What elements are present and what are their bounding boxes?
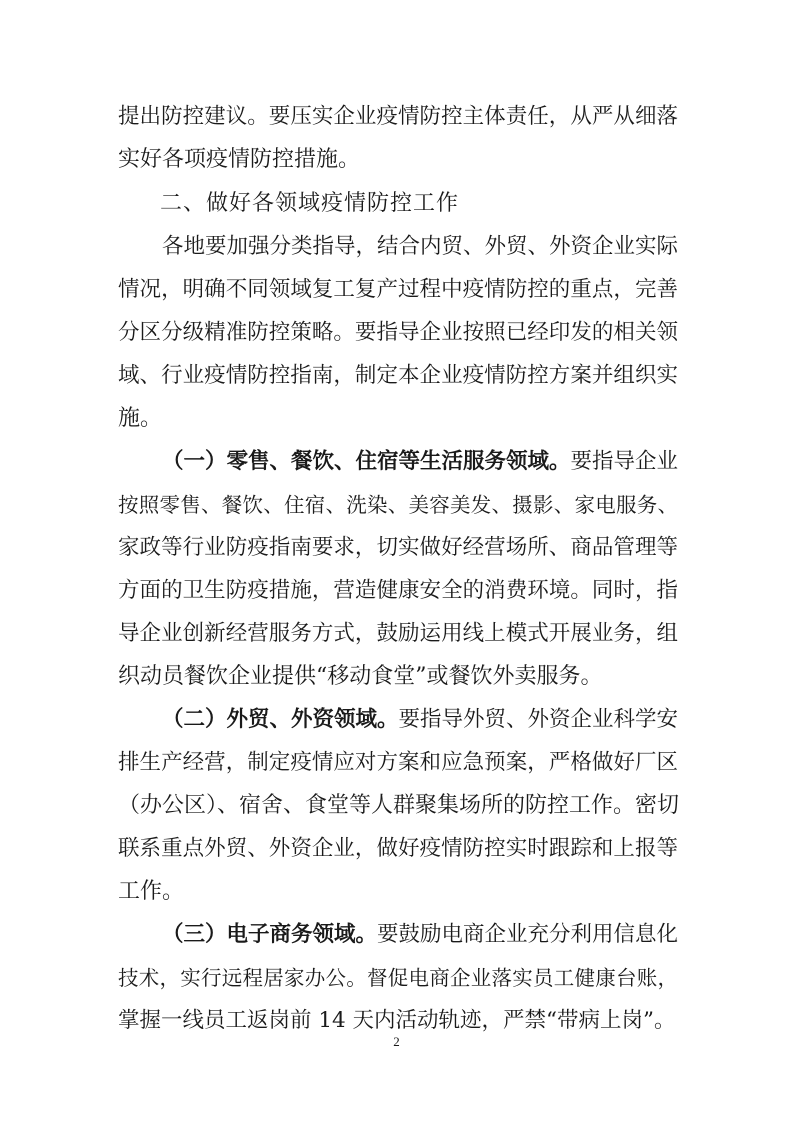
paragraph-line: 织动员餐饮企业提供“移动食堂”或餐饮外卖服务。 [118, 664, 603, 689]
paragraph-line: 按照零售、餐饮、住宿、洗染、美容美发、摄影、家电服务、 [118, 493, 678, 517]
item-title: （一）零售、餐饮、住宿等生活服务领域。 [162, 449, 571, 474]
page-number: 2 [393, 1034, 400, 1049]
paragraph-line: 联系重点外贸、外资企业，做好疫情防控实时跟踪和上报等 [118, 836, 678, 861]
item-text: 要鼓励电商企业充分利用信息化 [377, 922, 679, 947]
paragraph-line: 提出防控建议。要压实企业疫情防控主体责任，从严从细落 [118, 104, 678, 129]
item-title: （三）电子商务领域。 [162, 922, 378, 947]
item-heading-line [162, 447, 678, 477]
paragraph-line: 实好各项疫情防控措施。 [118, 147, 361, 172]
item-title: （二）外贸、外资领域。 [162, 707, 399, 732]
item-heading-line [162, 705, 678, 735]
paragraph-line: 方面的卫生防疫措施，营造健康安全的消费环境。同时，指 [118, 578, 678, 603]
paragraph-line: 家政等行业防疫指南要求，切实做好经营场所、商品管理等 [118, 535, 678, 560]
item-text: 要指导外贸、外资企业科学安 [398, 707, 679, 732]
paragraph-line: 排生产经营，制定疫情应对方案和应急预案，严格做好厂区 [118, 750, 678, 775]
paragraph-line: 分区分级精准防控策略。要指导企业按照已经印发的相关领 [118, 320, 678, 345]
paragraph-line: 域、行业疫情防控指南，制定本企业疫情防控方案并组织实 [118, 363, 678, 388]
item-text: 要指导企业 [570, 449, 679, 474]
paragraph-line: 导企业创新经营服务方式，鼓励运用线上模式开展业务，组 [118, 621, 678, 646]
paragraph-line: 掌握一线员工返岗前 14 天内活动轨迹，严禁“带病上岗”。 [118, 1008, 676, 1033]
paragraph-line: 施。 [118, 406, 163, 431]
paragraph-line: 技术，实行远程居家办公。督促电商企业落实员工健康台账， [118, 966, 678, 990]
section-heading: 二、做好各领域疫情防控工作 [160, 191, 460, 216]
item-heading-line [162, 920, 678, 950]
paragraph-line: 情况，明确不同领域复工复产过程中疫情防控的重点，完善 [118, 277, 678, 302]
paragraph-line: 工作。 [118, 879, 185, 904]
paragraph-line: （办公区）、宿舍、食堂等人群聚集场所的防控工作。密切 [118, 793, 680, 818]
paragraph-line: 各地要加强分类指导，结合内贸、外贸、外资企业实际 [162, 234, 679, 259]
